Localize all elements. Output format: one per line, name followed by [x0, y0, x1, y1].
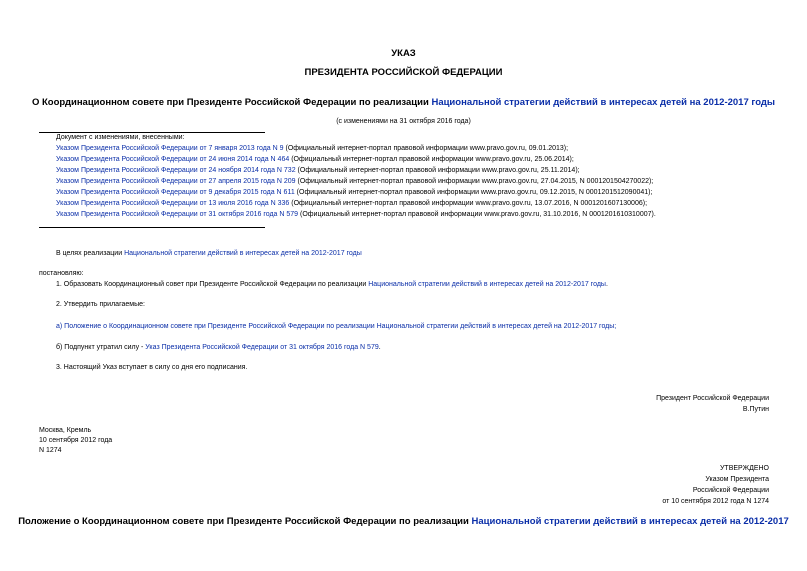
regulation-heading-text: Положение о Координационном совете при Президенте Российской Федерации по реализации: [18, 516, 472, 527]
amendment-link[interactable]: Указом Президента Российской Федерации от 31 октября 2016 года N 579: [56, 210, 299, 218]
clause-1-text: 1. Образовать Координационный совет при Президенте Российской Федерации по реализации: [56, 281, 369, 288]
divider-top: [39, 132, 265, 133]
decree-title: УКАЗ: [391, 48, 416, 59]
signature-position: Президент Российской Федерации: [656, 395, 769, 402]
purpose-line: [56, 250, 362, 257]
divider-bottom: [39, 227, 265, 228]
clause-2: 2. Утвердить прилагаемые:: [56, 301, 145, 308]
amendment-source: (Официальный интернет-портал правовой информации www.pravo.gov.ru, 13.07.2016, N 0001201607130006);: [289, 199, 648, 207]
clause-3: 3. Настоящий Указ вступает в силу со дня его подписания.: [56, 364, 248, 371]
amendment-source: (Официальный интернет-портал правовой информации www.pravo.gov.ru, 27.04.2015, N 0001201504270022);: [295, 177, 654, 185]
decree-579-link[interactable]: Указ Президента Российской Федерации от 31 октября 2016 года N 579: [145, 344, 379, 351]
signature-name: В.Путин: [742, 406, 769, 413]
approved-label: УТВЕРЖДЕНО: [719, 465, 769, 472]
strategy-link[interactable]: Национальной стратегии действий в интересах детей на 2012-2017 годы: [431, 97, 776, 108]
decree-number: N 1274: [39, 447, 62, 454]
amendment-link[interactable]: Указом Президента Российской Федерации от 24 июня 2014 года N 464: [56, 155, 290, 163]
amendment-item: [56, 211, 656, 218]
amendment-link[interactable]: Указом Президента Российской Федерации от 9 декабря 2015 года N 611: [56, 188, 295, 196]
amendment-item: [56, 189, 652, 196]
decree-heading-text: О Координационном совете при Президенте Российской Федерации по реализации: [31, 97, 432, 108]
approved-country: Российской Федерации: [692, 487, 769, 494]
clause-2a-link[interactable]: а) Положение о Координационном совете при Президенте Российской Федерации по реализации Национальной стратегии действий в интересах детей на 2012-2017 годы;: [56, 323, 617, 330]
amendment-source: (Официальный интернет-портал правовой информации www.pravo.gov.ru, 09.01.2013);: [283, 144, 569, 152]
approved-date: от 10 сентября 2012 года N 1274: [662, 498, 769, 505]
amendment-item: [56, 200, 647, 207]
amendment-item: [56, 178, 653, 185]
amendment-item: [56, 156, 574, 163]
strategy-link[interactable]: Национальной стратегии действий в интересах детей на 2012-2017: [471, 516, 789, 527]
signing-place: Москва, Кремль: [39, 427, 92, 434]
regulation-heading: [0, 516, 807, 527]
decree-heading: [0, 97, 807, 108]
approved-by: Указом Президента: [705, 476, 769, 483]
amendment-link[interactable]: Указом Президента Российской Федерации от 24 ноября 2014 года N 732: [56, 166, 296, 174]
strategy-link[interactable]: Национальной стратегии действий в интересах детей на 2012-2017 годы: [124, 250, 362, 257]
clause-1-suffix: .: [605, 281, 608, 288]
amendment-item: [56, 167, 580, 174]
signing-date: 10 сентября 2012 года: [39, 437, 113, 444]
purpose-text: В целях реализации: [56, 250, 125, 257]
strategy-link[interactable]: Национальной стратегии действий в интересах детей на 2012-2017 годы: [368, 281, 606, 288]
revision-note: (с изменениями на 31 октября 2016 года): [336, 118, 471, 125]
decree-issuer: ПРЕЗИДЕНТА РОССИЙСКОЙ ФЕДЕРАЦИИ: [304, 67, 503, 78]
amendment-source: (Официальный интернет-портал правовой информации www.pravo.gov.ru, 09.12.2015, N 0001201512090041);: [294, 188, 653, 196]
clause-2b: [56, 344, 381, 351]
clause-2b-suffix: .: [378, 344, 381, 351]
amendment-source: (Официальный интернет-портал правовой информации www.pravo.gov.ru, 25.06.2014);: [289, 155, 574, 163]
amendment-link[interactable]: Указом Президента Российской Федерации от 7 января 2013 года N 9: [56, 144, 284, 152]
decree-word: постановляю:: [39, 270, 84, 277]
amendment-link[interactable]: Указом Президента Российской Федерации от 13 июля 2016 года N 336: [56, 199, 290, 207]
amendment-source: (Официальный интернет-портал правовой информации www.pravo.gov.ru, 31.10.2016, N 0001201610310007).: [298, 210, 656, 218]
clause-2b-text: б) Подпункт утратил силу -: [56, 344, 146, 351]
amendment-source: (Официальный интернет-портал правовой информации www.pravo.gov.ru, 25.11.2014);: [295, 166, 580, 174]
amendment-item: [56, 145, 568, 152]
clause-1: [56, 281, 608, 288]
amendments-label: Документ с изменениями, внесенными:: [56, 134, 185, 141]
amendment-link[interactable]: Указом Президента Российской Федерации от 27 апреля 2015 года N 209: [56, 177, 296, 185]
